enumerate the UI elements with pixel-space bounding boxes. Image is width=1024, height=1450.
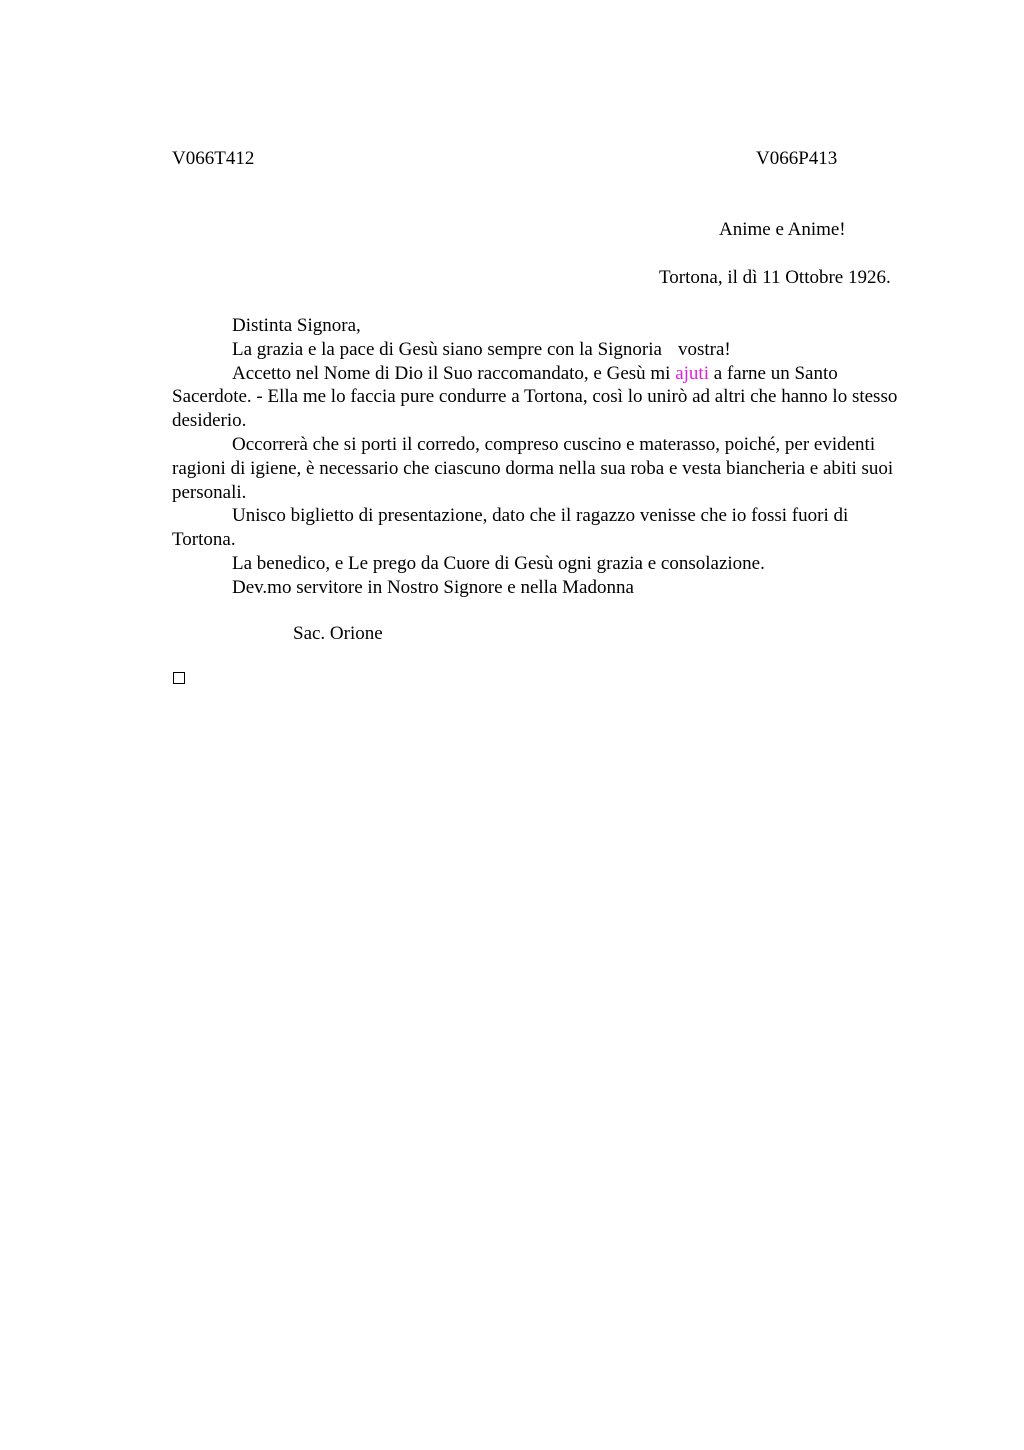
motto: Anime e Anime! xyxy=(719,219,846,240)
highlighted-word: ajuti xyxy=(675,362,709,384)
empty-checkbox-icon xyxy=(173,672,185,684)
closing-line: Dev.mo servitore in Nostro Signore e nella Madonna xyxy=(232,576,634,598)
paragraph-acceptance-end: a farne un Santo Sacerdote. - Ella me lo faccia pure condurre a Tortona, così lo unirò ad altri che hanno lo stesso desiderio. xyxy=(172,362,898,432)
greeting-paragraph xyxy=(172,338,912,362)
dateline: Tortona, il dì 11 Ottobre 1926. xyxy=(659,267,891,288)
salutation: Distinta Signora, xyxy=(232,315,361,336)
signature: Sac. Orione xyxy=(293,623,383,644)
paragraph-acceptance xyxy=(172,362,912,433)
paragraph-trousseau: Occorrerà che si porti il corredo, compreso cuscino e materasso, poiché, per evidenti ragioni di igiene, è necessario che ciascuno dorma nella sua roba e vesta biancheria e abiti suoi personali. xyxy=(172,433,894,503)
paragraph-acceptance-start: Accetto nel Nome di Dio il Suo raccomandato, e Gesù mi xyxy=(232,362,676,384)
greeting-text: La grazia e la pace di Gesù siano sempre con la Signoria xyxy=(232,338,662,360)
letter-body xyxy=(172,314,912,600)
greeting-end: vostra! xyxy=(677,338,731,360)
paragraph-presentation: Unisco biglietto di presentazione, dato che il ragazzo venisse che io fossi fuori di Tortona. xyxy=(172,505,849,551)
paragraph-blessing: La benedico, e Le prego da Cuore di Gesù ogni grazia e consolazione. xyxy=(232,552,765,574)
document-code-right: V066P413 xyxy=(756,148,838,169)
document-code-left: V066T412 xyxy=(172,148,255,169)
